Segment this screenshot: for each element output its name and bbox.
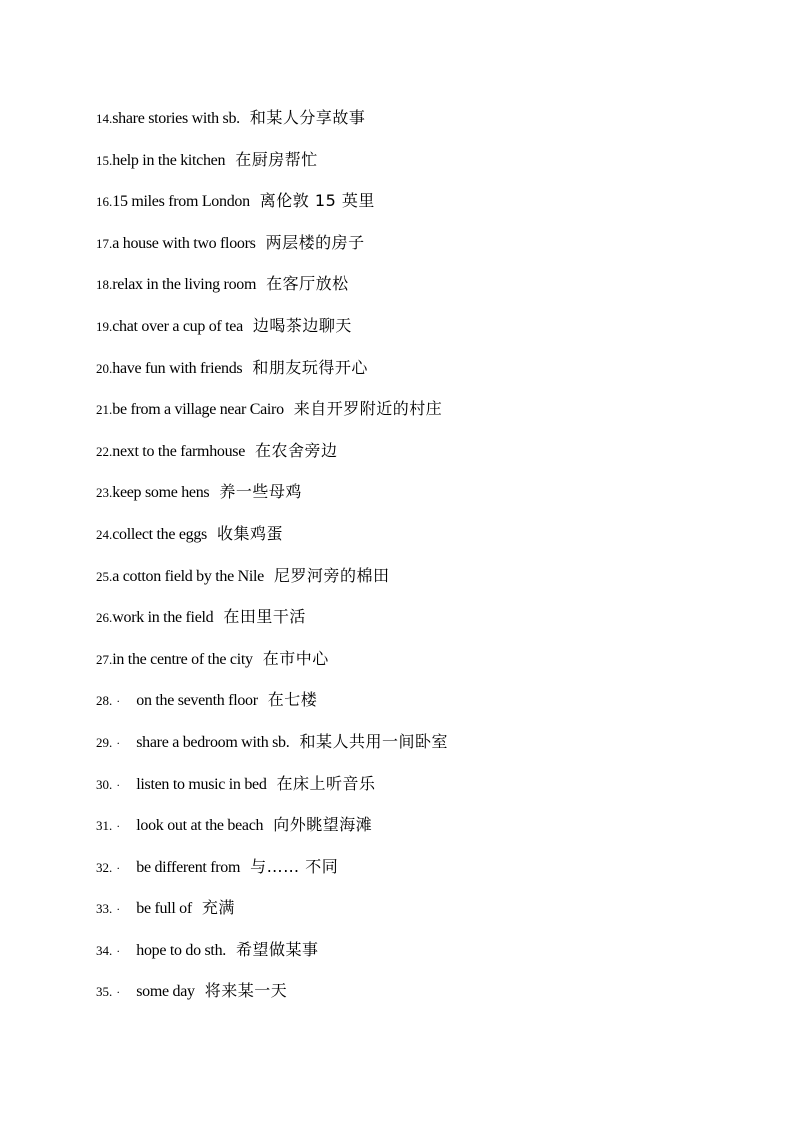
- list-item: [96, 478, 736, 520]
- chinese-translation: 在田里干活: [223, 607, 306, 627]
- list-item: [96, 936, 736, 978]
- item-number: 17.: [96, 235, 113, 251]
- item-number: 20.: [96, 360, 113, 376]
- item-number: 30.: [96, 776, 113, 792]
- item-number: 28.: [96, 693, 113, 709]
- chinese-translation: 养一些母鸡: [219, 482, 302, 502]
- list-item: [96, 437, 736, 479]
- english-phrase: some day: [136, 983, 195, 1001]
- chinese-translation: 在床上听音乐: [276, 773, 376, 793]
- chinese-translation: 在厨房帮忙: [235, 149, 318, 169]
- chinese-translation: 在农舍旁边: [255, 440, 338, 460]
- chinese-translation: 两层楼的房子: [265, 232, 365, 252]
- item-number: 24.: [96, 526, 113, 542]
- list-item: [96, 645, 736, 687]
- list-item: [96, 312, 736, 354]
- list-item: [96, 520, 736, 562]
- chinese-translation: 和某人共用一间卧室: [299, 731, 448, 751]
- item-number: 23.: [96, 485, 113, 501]
- english-phrase: keep some hens: [112, 484, 210, 502]
- list-item: [96, 686, 736, 728]
- list-item: [96, 229, 736, 271]
- chinese-translation: 在市中心: [262, 648, 329, 668]
- phrase-list: [96, 104, 736, 1019]
- chinese-translation: 来自开罗附近的村庄: [293, 399, 443, 419]
- bullet-mark: ·: [116, 694, 121, 709]
- item-number: 18.: [96, 277, 113, 293]
- chinese-translation: 在客厅放松: [266, 274, 349, 294]
- item-number: 14.: [96, 111, 113, 126]
- bullet-mark: ·: [116, 777, 121, 792]
- english-phrase: chat over a cup of tea: [112, 317, 243, 335]
- item-number: 32.: [96, 859, 113, 875]
- chinese-translation: 向外眺望海滩: [273, 815, 373, 835]
- item-number: 31.: [96, 818, 113, 834]
- english-phrase: collect the eggs: [112, 525, 207, 543]
- chinese-translation: 和某人分享故事: [249, 108, 366, 127]
- english-phrase: look out at the beach: [136, 817, 264, 835]
- english-phrase: a cotton field by the Nile: [112, 567, 264, 585]
- chinese-translation: 将来某一天: [204, 981, 288, 1001]
- english-phrase: be from a village near Cairo: [112, 401, 284, 419]
- list-item: [96, 270, 736, 312]
- item-number: 33.: [96, 901, 113, 917]
- item-number: 35.: [96, 984, 113, 1000]
- list-item: [96, 395, 736, 437]
- chinese-translation: 充满: [201, 898, 235, 918]
- chinese-translation: 与…… 不同: [250, 856, 339, 876]
- list-item: [96, 603, 736, 645]
- english-phrase: next to the farmhouse: [112, 442, 246, 460]
- english-phrase: listen to music in bed: [136, 775, 267, 793]
- chinese-translation: 尼罗河旁的棉田: [273, 565, 390, 585]
- item-number: 15.: [96, 152, 113, 168]
- list-item: [96, 187, 736, 229]
- english-phrase: help in the kitchen: [112, 151, 226, 169]
- chinese-translation: 收集鸡蛋: [216, 523, 283, 543]
- english-phrase: 15 miles from London: [112, 193, 250, 211]
- english-phrase: have fun with friends: [112, 359, 243, 377]
- item-number: 29.: [96, 734, 113, 750]
- english-phrase: work in the field: [112, 609, 214, 627]
- english-phrase: in the centre of the city: [112, 650, 253, 668]
- list-item: [96, 894, 736, 936]
- list-item: [96, 770, 736, 812]
- list-item: [96, 104, 736, 146]
- english-phrase: be different from: [136, 858, 241, 876]
- bullet-mark: ·: [116, 819, 121, 834]
- item-number: 19.: [96, 318, 113, 334]
- english-phrase: be full of: [136, 900, 192, 918]
- item-number: 34.: [96, 942, 113, 958]
- bullet-mark: ·: [116, 860, 121, 875]
- list-item: [96, 977, 736, 1019]
- list-item: [96, 146, 736, 188]
- list-item: [96, 811, 736, 853]
- english-phrase: on the seventh floor: [136, 692, 258, 710]
- bullet-mark: ·: [116, 902, 121, 917]
- bullet-mark: ·: [116, 943, 121, 958]
- chinese-translation: 离伦敦 15 英里: [259, 191, 375, 211]
- list-item: [96, 853, 736, 895]
- bullet-mark: ·: [116, 735, 121, 750]
- chinese-translation: 边喝茶边聊天: [252, 315, 352, 335]
- item-number: 25.: [96, 568, 113, 584]
- english-phrase: share stories with sb.: [112, 110, 240, 127]
- item-number: 27.: [96, 651, 113, 667]
- chinese-translation: 在七楼: [267, 690, 318, 710]
- english-phrase: share a bedroom with sb.: [136, 733, 290, 751]
- chinese-translation: 和朋友玩得开心: [252, 357, 368, 377]
- english-phrase: hope to do sth.: [136, 941, 226, 959]
- item-number: 26.: [96, 610, 113, 626]
- item-number: 16.: [96, 194, 113, 210]
- chinese-translation: 希望做某事: [235, 939, 319, 959]
- bullet-mark: ·: [116, 985, 121, 1000]
- list-item: [96, 562, 736, 604]
- list-item: [96, 354, 736, 396]
- item-number: 21.: [96, 402, 113, 418]
- list-item: [96, 728, 736, 770]
- english-phrase: a house with two floors: [112, 234, 256, 252]
- english-phrase: relax in the living room: [112, 276, 257, 294]
- item-number: 22.: [96, 443, 113, 459]
